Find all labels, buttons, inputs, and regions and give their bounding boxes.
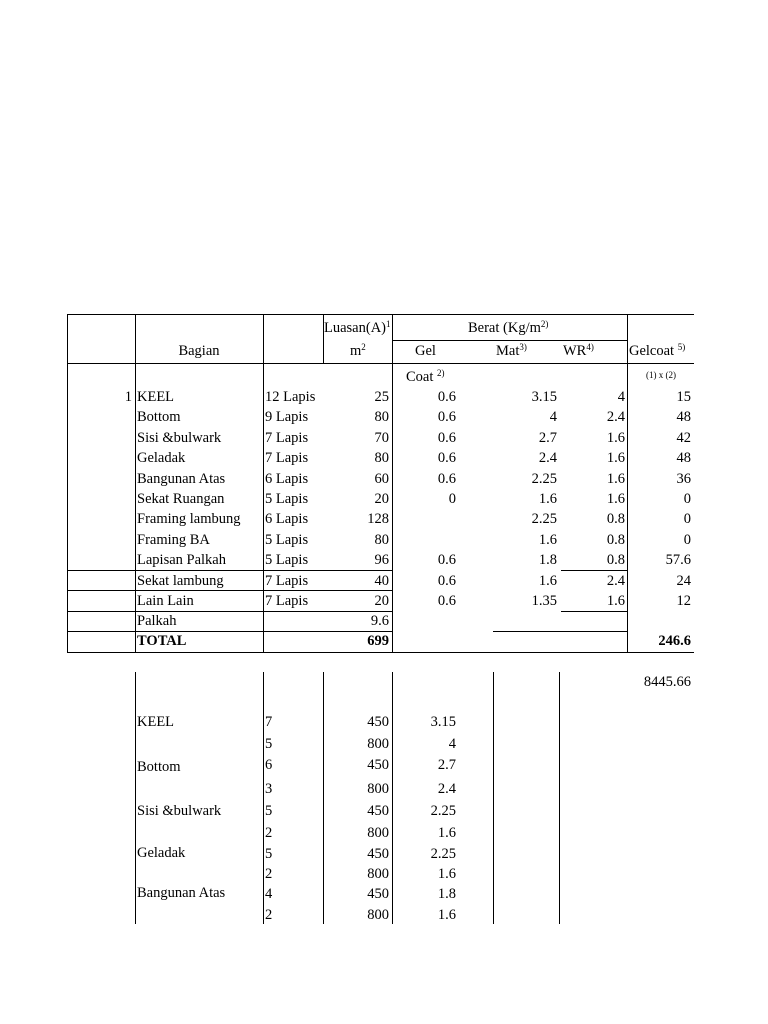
lower-cell-w: 1.6 (437, 907, 456, 923)
cell-gel: 0.6 (437, 430, 456, 446)
row-line-sekat (67, 570, 392, 571)
header-berat: Berat ($Kg/m^{2)}$ (468, 319, 549, 336)
cell-gelcoat: 0 (683, 491, 691, 507)
cell-wr: 1.6 (606, 450, 625, 466)
lower-cell-bagian: Bottom (137, 759, 181, 775)
row-line-lain (67, 590, 392, 591)
col-line-5 (392, 314, 393, 653)
cell-bagian: Palkah (137, 613, 177, 629)
lower-col-line-4 (392, 672, 393, 924)
header-gel: Gel (415, 343, 436, 359)
cell-bagian: Framing BA (137, 532, 210, 548)
cell-no: 1 (124, 389, 132, 405)
lower-cell-val: 800 (367, 825, 389, 841)
lower-col-line-1 (135, 672, 136, 924)
cell-lapis: 5 Lapis (265, 552, 309, 568)
cell-gelcoat: 0 (683, 532, 691, 548)
cell-bagian: Sisi &bulwark (137, 430, 222, 446)
cell-luasan: 20 (374, 593, 389, 609)
lower-cell-n: 2 (265, 825, 273, 841)
lower-cell-n: 2 (265, 907, 273, 923)
lower-cell-n: 2 (265, 866, 273, 882)
lower-cell-val: 450 (367, 803, 389, 819)
lower-cell-w: 2.25 (430, 803, 456, 819)
cell-bagian: Lapisan Palkah (137, 552, 226, 568)
lower-col-line-3 (323, 672, 324, 924)
cell-mat: 1.8 (538, 552, 557, 568)
lower-cell-w: 1.8 (437, 886, 456, 902)
cell-bagian: Geladak (137, 450, 186, 466)
cell-mat: 1.6 (538, 532, 557, 548)
cell-mat: 2.7 (538, 430, 557, 446)
lower-cell-n: 4 (265, 886, 273, 902)
cell-lapis: 6 Lapis (265, 471, 309, 487)
lower-cell-val: 800 (367, 736, 389, 752)
cell-wr: 1.6 (606, 430, 625, 446)
row-line-palkah (67, 611, 392, 612)
header-luasan-unit: $m^2$ (350, 342, 366, 359)
lower-cell-val: 450 (367, 846, 389, 862)
cell-mat: 1.6 (538, 573, 557, 589)
cell-luasan: 96 (374, 552, 389, 568)
cell-lapis: 7 Lapis (265, 430, 309, 446)
cell-gelcoat: 15 (676, 389, 691, 405)
cell-gel: 0.6 (437, 593, 456, 609)
cell-luasan: 128 (367, 511, 389, 527)
cell-wr: 0.8 (606, 552, 625, 568)
lower-cell-n: 3 (265, 781, 273, 797)
lower-cell-val: 800 (367, 907, 389, 923)
col-line-3 (263, 314, 264, 653)
lower-cell-bagian: Bangunan Atas (137, 885, 226, 901)
lower-cell-n: 5 (265, 736, 273, 752)
lower-cell-n: 5 (265, 846, 273, 862)
cell-lapis: 5 Lapis (265, 491, 309, 507)
cell-lapis: 7 Lapis (265, 450, 309, 466)
cell-gel: 0.6 (437, 471, 456, 487)
row-line-palkah-wr (561, 611, 627, 612)
cell-luasan: 80 (374, 409, 389, 425)
cell-bagian: Sekat lambung (137, 573, 224, 589)
header-wr: WR$^{4)}$ (563, 342, 594, 359)
cell-bagian: Bottom (137, 409, 181, 425)
lower-cell-bagian: Geladak (137, 845, 186, 861)
lower-cell-w: 2.7 (437, 757, 456, 773)
cell-bagian: Framing lambung (137, 511, 241, 527)
row-line-sekat-wr (561, 570, 627, 571)
header-bottom-border (67, 363, 694, 364)
cell-wr: 2.4 (606, 409, 625, 425)
cell-lapis: 12 Lapis (265, 389, 316, 405)
cell-luasan: 80 (374, 532, 389, 548)
col-line-1 (67, 314, 68, 653)
table-bottom-border (67, 652, 694, 653)
cell-gelcoat: 0 (683, 511, 691, 527)
lower-cell-n: 5 (265, 803, 273, 819)
lower-col-line-2 (263, 672, 264, 924)
cell-gelcoat: 57.6 (665, 552, 691, 568)
cell-mat: 1.35 (531, 593, 557, 609)
cell-bagian: Lain Lain (137, 593, 194, 609)
lower-cell-n: 7 (265, 714, 273, 730)
cell-lapis: 7 Lapis (265, 573, 309, 589)
lower-cell-w: 2.25 (430, 846, 456, 862)
cell-mat: 3.15 (531, 389, 557, 405)
total-label: TOTAL (137, 633, 187, 649)
berat-subheader-line (392, 340, 627, 341)
header-bagian: Bagian (178, 343, 220, 359)
lower-cell-w: 1.6 (437, 825, 456, 841)
cell-gel: 0 (448, 491, 456, 507)
lower-cell-w: 1.6 (437, 866, 456, 882)
cell-gel: 0.6 (437, 409, 456, 425)
cell-gel: 0.6 (437, 450, 456, 466)
total-gelcoat: 246.6 (658, 633, 691, 649)
lower-cell-w: 4 (448, 736, 456, 752)
cell-wr: 4 (617, 389, 625, 405)
cell-wr: 0.8 (606, 532, 625, 548)
cell-luasan: 80 (374, 450, 389, 466)
cell-wr: 1.6 (606, 471, 625, 487)
lower-cell-val: 800 (367, 781, 389, 797)
cell-mat: 2.25 (531, 511, 557, 527)
cell-wr: 1.6 (606, 491, 625, 507)
cell-gelcoat: 12 (676, 593, 691, 609)
table-top-border (67, 314, 694, 315)
cell-gelcoat: 42 (676, 430, 691, 446)
row-line-total (67, 631, 392, 632)
col-line-6 (627, 314, 628, 653)
lower-cell-bagian: KEEL (137, 714, 175, 730)
lower-cell-bagian: Sisi &bulwark (137, 803, 222, 819)
col-line-4 (323, 314, 324, 364)
lower-col-line-6 (559, 672, 560, 924)
lower-cell-val: 800 (367, 866, 389, 882)
cell-luasan: 70 (374, 430, 389, 446)
total-luasan: 699 (367, 633, 389, 649)
lower-cell-n: 6 (265, 757, 273, 773)
cell-luasan: 40 (374, 573, 389, 589)
cell-gelcoat: 36 (676, 471, 691, 487)
cell-gel: 0.6 (437, 389, 456, 405)
lower-cell-w: 3.15 (430, 714, 456, 730)
cell-luasan: 60 (374, 471, 389, 487)
header-luasan: $Luasan(A)^1$ (324, 319, 391, 336)
header-mat: Mat$^{3)}$ (496, 342, 527, 359)
cell-bagian: KEEL (137, 389, 175, 405)
header-gelcoat: Gelcoat $^{5)}$ (629, 342, 686, 359)
cell-wr: 1.6 (606, 593, 625, 609)
cell-lapis: 6 Lapis (265, 511, 309, 527)
lower-cell-w: 2.4 (437, 781, 456, 797)
cell-gel: 0.6 (437, 552, 456, 568)
cell-wr: 0.8 (606, 511, 625, 527)
cell-mat: 2.25 (531, 471, 557, 487)
cell-lapis: 9 Lapis (265, 409, 309, 425)
cell-wr: 2.4 (606, 573, 625, 589)
cell-lapis: 5 Lapis (265, 532, 309, 548)
lower-cell-val: 450 (367, 714, 389, 730)
cell-bagian: Bangunan Atas (137, 471, 226, 487)
header-coat: Coat $^{2)}$ (406, 368, 445, 385)
cell-gelcoat: 48 (676, 450, 691, 466)
cell-gel: 0.6 (437, 573, 456, 589)
cell-mat: 4 (549, 409, 557, 425)
col-line-2 (135, 314, 136, 653)
cell-luasan: 25 (374, 389, 389, 405)
cell-bagian: Sekat Ruangan (137, 491, 225, 507)
lower-cell-val: 450 (367, 757, 389, 773)
cell-gelcoat: 48 (676, 409, 691, 425)
lower-cell-val: 450 (367, 886, 389, 902)
lower-col-line-5 (493, 672, 494, 924)
cell-luasan: 20 (374, 491, 389, 507)
cell-luasan: 9.6 (370, 613, 389, 629)
cell-mat: 2.4 (538, 450, 557, 466)
row-line-total-mat (493, 631, 627, 632)
extra-value: 8445.66 (643, 674, 691, 690)
cell-gelcoat: 24 (676, 573, 691, 589)
header-gelcoat-note: (1) x (2) (646, 370, 676, 380)
cell-mat: 1.6 (538, 491, 557, 507)
cell-lapis: 7 Lapis (265, 593, 309, 609)
